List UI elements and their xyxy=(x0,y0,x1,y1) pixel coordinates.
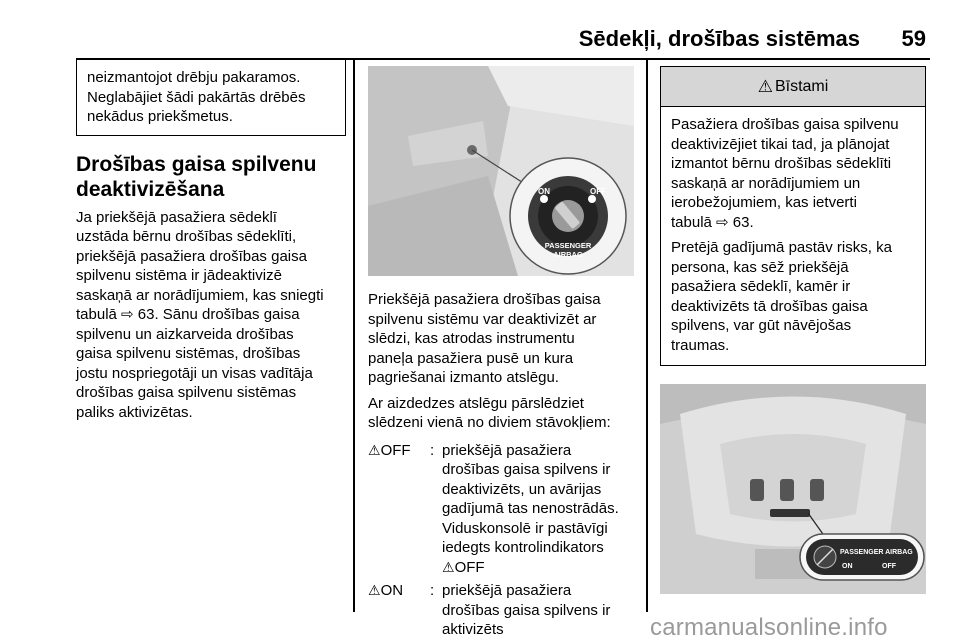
indicator-off-label: OFF xyxy=(882,563,896,570)
text-line: spilvens, var gūt nāvējošas xyxy=(671,317,852,334)
switch-off-label: OFF xyxy=(590,187,606,196)
warning-title: Bīstami xyxy=(774,77,829,95)
airbag-switch-photo xyxy=(368,66,634,276)
text-line: slēdzeni vienā no diviem stāvokļiem: xyxy=(368,414,611,431)
text-line: drošības gaisa spilvens ir xyxy=(442,461,611,478)
text-line: slēdzi, kas atrodas instrumentu xyxy=(368,330,575,347)
text-line: nekādus priekšmetus. xyxy=(87,108,233,125)
body-paragraph xyxy=(76,208,346,423)
warning-paragraph xyxy=(671,115,915,232)
indicator-label: PASSENGER AIRBAG xyxy=(840,549,913,556)
definition-colon: : xyxy=(430,441,435,459)
text-line: paneļa pasažiera pusē un kura xyxy=(368,349,574,367)
column-1 xyxy=(76,60,346,422)
page-number: 59 xyxy=(901,26,926,51)
heading-line: Drošības gaisa spilvenu xyxy=(76,152,317,176)
text-line: priekšējā pasažiera xyxy=(442,582,572,599)
text-line: tabulā ⇨ 63. Sānu drošības gaisa xyxy=(76,306,300,323)
page-header xyxy=(578,26,930,54)
definition-list xyxy=(368,441,634,640)
definition-description xyxy=(442,581,634,640)
text-line: jostu nospriegotāji un visas vadītāja xyxy=(76,364,313,382)
overhead-console-illustration xyxy=(660,384,926,594)
indicator-label: OFF xyxy=(454,558,485,576)
column-2 xyxy=(368,66,634,642)
text-line: priekšējā pasažiera xyxy=(442,441,572,459)
warning-header xyxy=(661,67,925,107)
text-line: Pretējā gadījumā pastāv risks, ka xyxy=(671,239,892,256)
column-divider-1 xyxy=(353,60,355,612)
body-paragraph xyxy=(368,290,634,388)
watermark: carmanualsonline.info xyxy=(650,614,888,641)
text-line: tabulā ⇨ 63. xyxy=(671,213,754,231)
warning-triangle-icon: ⚠ xyxy=(757,76,773,96)
definition-term xyxy=(368,441,430,578)
text-line xyxy=(442,558,634,578)
text-line: Viduskonsolē ir pastāvīgi xyxy=(442,519,608,537)
text-line: Ja priekšējā pasažiera sēdeklī xyxy=(76,208,277,226)
text-line: deaktivizēts tā drošības gaisa xyxy=(671,297,868,315)
text-line: saskaņā ar norādījumiem, kas sniegti xyxy=(76,286,324,304)
text-line: pasažiera sēdeklī, kamēr ir xyxy=(671,278,851,295)
page-title: Sēdekļi, drošības sistēmas xyxy=(578,26,860,51)
text-line: deaktivizēts, un avārijas xyxy=(442,480,602,498)
text-line: persona, kas sēž priekšējā xyxy=(671,258,849,276)
column-divider-2 xyxy=(646,60,648,612)
definition-row-on xyxy=(368,581,634,640)
switch-label-line1: PASSENGER xyxy=(544,241,592,250)
term-label: ON xyxy=(380,582,404,599)
definition-colon: : xyxy=(430,582,435,599)
text-line: neizmantojot drēbju pakaramos. xyxy=(87,69,301,86)
text-line: drošības gaisa spilvenu sistēmas xyxy=(76,384,297,401)
indicator-on-label: ON xyxy=(842,563,853,570)
text-line: gadījumā tas nenostrādās. xyxy=(442,500,619,517)
switch-on-label: ON xyxy=(538,187,550,196)
switch-label-line2: AIRBAG xyxy=(553,250,583,259)
text-line: gaisa spilvenu sistēmas, drošības xyxy=(76,345,301,362)
definition-row-off xyxy=(368,441,634,578)
text-line: traumas. xyxy=(671,336,730,354)
heading-line: deaktivizēšana xyxy=(76,177,225,201)
column-3 xyxy=(660,66,926,594)
text-line: deaktivizējiet tikai tad, ja plānojat xyxy=(671,135,890,153)
text-line: paliks aktivizētas. xyxy=(76,403,193,421)
text-line: spilvenu un aizkarveida drošības xyxy=(76,325,294,343)
warning-paragraph xyxy=(671,238,915,355)
text-line: spilvenu sistēmu var deaktivizēt ar xyxy=(368,310,597,328)
overhead-console-photo xyxy=(660,384,926,594)
text-line: Pasažiera drošības gaisa spilvenu xyxy=(671,116,899,133)
text-line: Priekšējā pasažiera drošības gaisa xyxy=(368,291,601,308)
term-label: OFF xyxy=(380,441,411,459)
text-line: spilvenu sistēma ir jādeaktivizē xyxy=(76,267,282,284)
airbag-off-icon: ⚠ xyxy=(442,558,455,575)
warning-body xyxy=(661,107,925,365)
text-line: saskaņā ar norādījumiem un xyxy=(671,174,861,192)
airbag-on-icon: ⚠ xyxy=(368,582,381,598)
text-line: priekšējā pasažiera drošības gaisa xyxy=(76,247,307,265)
body-paragraph xyxy=(368,394,634,433)
airbag-switch-illustration xyxy=(368,66,634,276)
text-line: ierobežojumiem, kas ietverti xyxy=(671,194,857,211)
definition-term xyxy=(368,581,430,640)
text-line: aktivizēts xyxy=(442,621,504,638)
text-line: Ar aizdedzes atslēgu pārslēdziet xyxy=(368,394,584,412)
text-line: Neglabājiet šādi pakārtās drēbēs xyxy=(87,88,306,106)
text-line: izmantot bērnu drošības sēdeklīti xyxy=(671,155,892,172)
text-line: uzstāda bērnu drošības sēdeklīti, xyxy=(76,228,297,245)
continued-note-box xyxy=(76,60,346,136)
warning-box xyxy=(660,66,926,366)
text-line: drošības gaisa spilvens ir xyxy=(442,601,611,619)
section-heading xyxy=(76,152,346,202)
definition-description xyxy=(442,441,634,578)
text-line: pagriešanai izmanto atslēgu. xyxy=(368,369,559,386)
airbag-off-icon: ⚠ xyxy=(368,441,381,458)
text-line: iedegts kontrolindikators xyxy=(442,539,604,556)
